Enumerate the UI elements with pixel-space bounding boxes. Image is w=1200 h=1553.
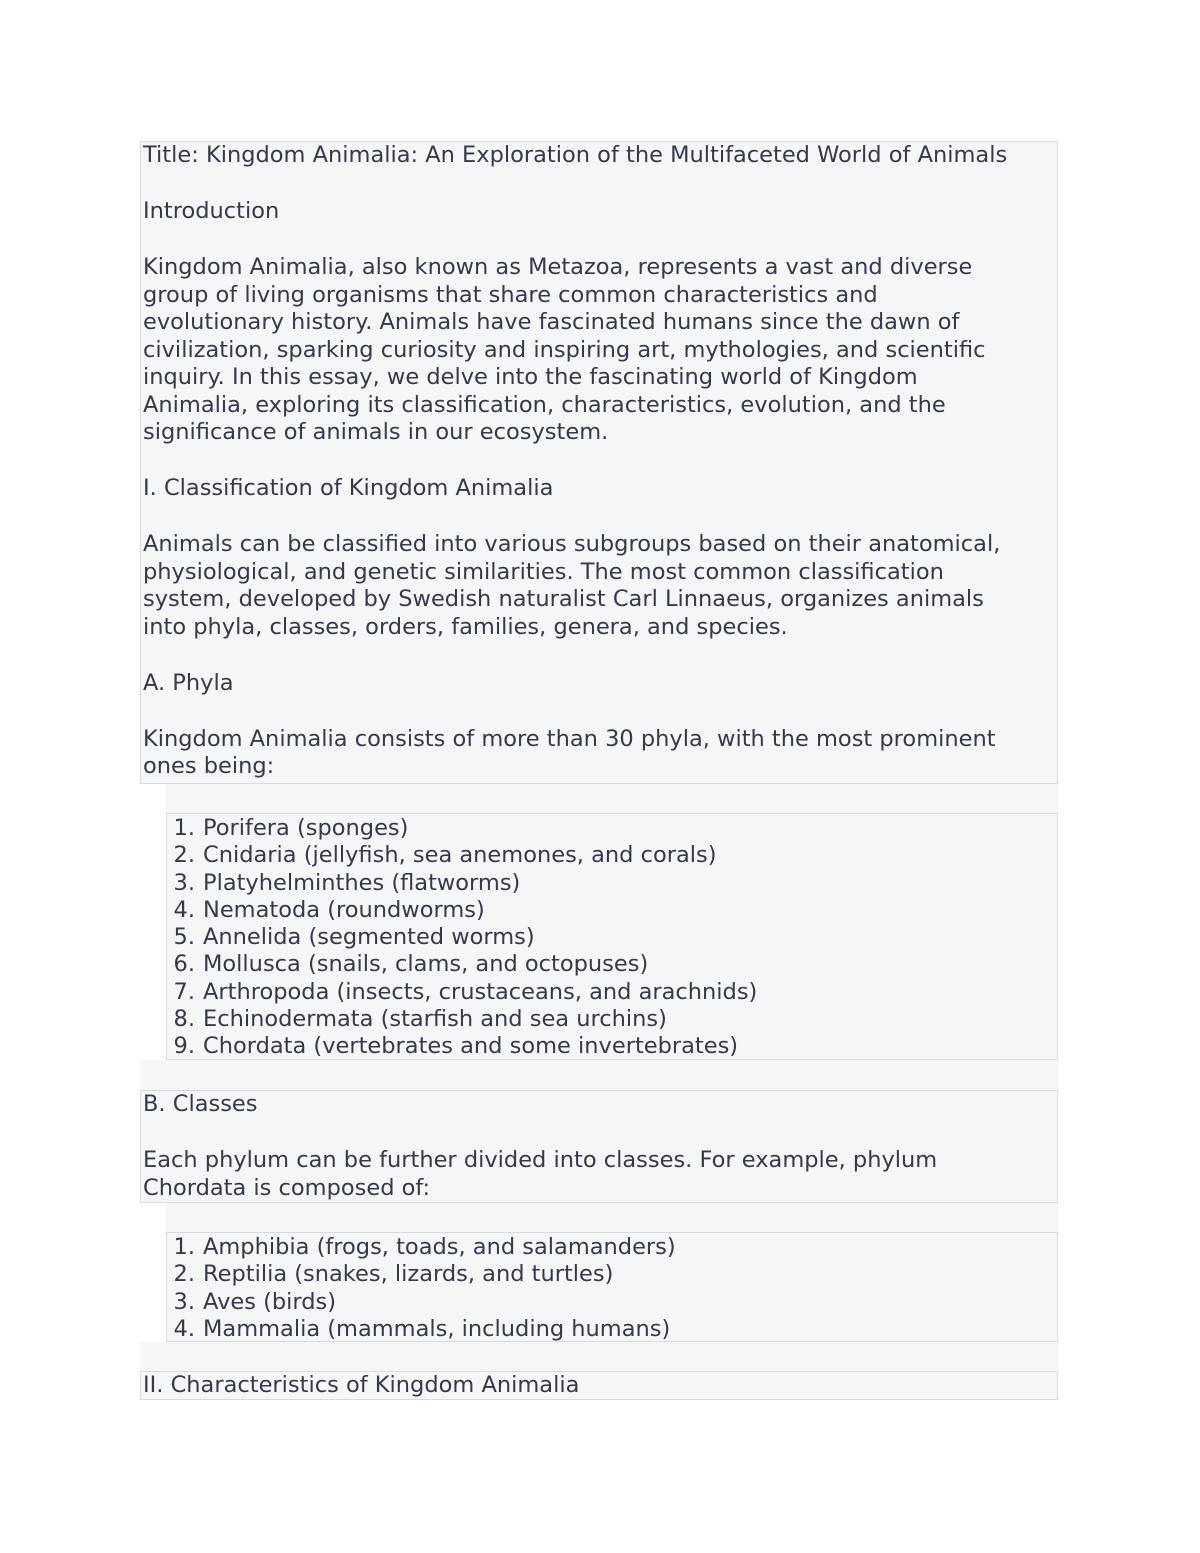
introduction-heading: Introduction — [143, 198, 280, 224]
phyla-intro-line: ones being: — [143, 753, 275, 779]
list-item-text: Aves (birds) — [203, 1288, 337, 1315]
list-item-text: Arthropoda (insects, crustaceans, and arachnids) — [203, 978, 758, 1005]
list-number: 5. — [173, 924, 195, 951]
characteristics-heading-block — [140, 1371, 1058, 1400]
list-item-text: Chordata (vertebrates and some invertebrates) — [203, 1033, 739, 1060]
classes-intro-line: Each phylum can be further divided into classes. For example, phylum — [143, 1147, 938, 1173]
list-item-text: Porifera (sponges) — [203, 815, 409, 841]
list-item — [167, 1033, 1057, 1060]
classes-text-block — [140, 1090, 1058, 1203]
list-number: 3. — [173, 869, 195, 896]
list-item-text: Echinodermata (starfish and sea urchins) — [203, 1006, 667, 1033]
spacer-strip — [166, 784, 1058, 813]
intro-line: evolutionary history. Animals have fascinated humans since the dawn of — [143, 309, 960, 335]
list-item — [167, 924, 1057, 951]
intro-line: group of living organisms that share common characteristics and — [143, 281, 878, 308]
intro-line: inquiry. In this essay, we delve into the fascinating world of Kingdom — [143, 364, 918, 390]
classes-list — [166, 1232, 1058, 1342]
list-item — [167, 1316, 1057, 1343]
list-item-text: Amphibia (frogs, toads, and salamanders) — [203, 1234, 676, 1260]
list-number: 3. — [173, 1288, 195, 1315]
subheading-classes: B. Classes — [143, 1091, 258, 1117]
list-number: 2. — [173, 842, 195, 869]
list-item — [167, 870, 1057, 897]
spacer-strip — [140, 1060, 1058, 1090]
list-item — [167, 897, 1057, 924]
list-item-text: Reptilia (snakes, lizards, and turtles) — [203, 1261, 614, 1288]
intro-line: Kingdom Animalia, also known as Metazoa, represents a vast and diverse — [143, 254, 973, 280]
list-item-text: Mammalia (mammals, including humans) — [203, 1315, 671, 1342]
list-item — [167, 1006, 1057, 1033]
list-item-text: Mollusca (snails, clams, and octopuses) — [203, 951, 649, 978]
intro-line: significance of animals in our ecosystem. — [143, 419, 609, 445]
classification-line: physiological, and genetic similarities. The most common classification — [143, 558, 944, 585]
list-item — [167, 842, 1057, 869]
classification-line: system, developed by Swedish naturalist Carl Linnaeus, organizes animals — [143, 586, 984, 612]
list-number: 1. — [173, 1234, 195, 1260]
intro-line: civilization, sparking curiosity and inspiring art, mythologies, and scientific — [143, 336, 986, 363]
section-heading-classification: I. Classification of Kingdom Animalia — [143, 475, 554, 501]
spacer-strip — [140, 1342, 1058, 1371]
intro-text-block — [140, 141, 1058, 784]
list-item-text: Annelida (segmented worms) — [203, 924, 535, 951]
document-title: Title: Kingdom Animalia: An Exploration of the Multifaceted World of Animals — [143, 142, 1008, 168]
list-item-text: Platyhelminthes (flatworms) — [203, 869, 521, 896]
list-number: 4. — [173, 896, 195, 923]
section-heading-characteristics: II. Characteristics of Kingdom Animalia — [143, 1372, 580, 1398]
list-item — [167, 815, 1057, 842]
list-number: 1. — [173, 815, 195, 841]
phyla-intro-line: Kingdom Animalia consists of more than 30 phyla, with the most prominent — [143, 725, 996, 752]
phyla-list — [166, 813, 1058, 1060]
classification-line: Animals can be classified into various subgroups based on their anatomical, — [143, 531, 1001, 557]
list-item-text: Cnidaria (jellyfish, sea anemones, and corals) — [203, 842, 717, 869]
list-item — [167, 1234, 1057, 1261]
spacer-strip — [166, 1203, 1058, 1232]
list-number: 9. — [173, 1033, 195, 1060]
list-number: 4. — [173, 1315, 195, 1342]
list-item-text: Nematoda (roundworms) — [203, 896, 485, 923]
list-number: 8. — [173, 1006, 195, 1033]
list-item — [167, 979, 1057, 1006]
subheading-phyla: A. Phyla — [143, 669, 234, 696]
intro-line: Animalia, exploring its classification, characteristics, evolution, and the — [143, 391, 946, 418]
classes-intro-line: Chordata is composed of: — [143, 1174, 431, 1201]
list-item — [167, 1261, 1057, 1288]
classification-line: into phyla, classes, orders, families, genera, and species. — [143, 613, 788, 640]
list-number: 7. — [173, 978, 195, 1005]
list-item — [167, 1289, 1057, 1316]
list-number: 6. — [173, 951, 195, 978]
list-item — [167, 951, 1057, 978]
list-number: 2. — [173, 1261, 195, 1288]
